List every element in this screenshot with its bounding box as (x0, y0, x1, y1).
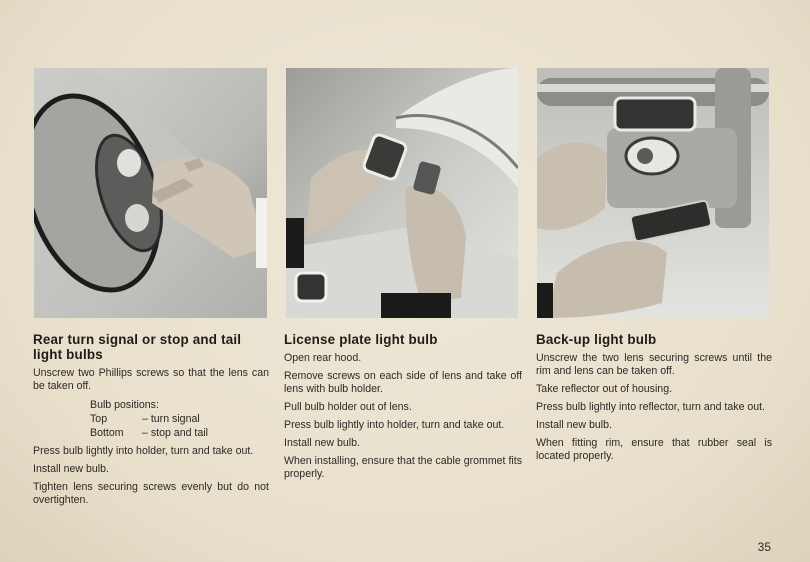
section-title: Back-up light bulb (536, 332, 657, 347)
bulb-positions-heading: Bulb positions: (90, 399, 159, 411)
page-number: 35 (757, 540, 771, 554)
section-title: License plate light bulb (284, 332, 438, 347)
photo-back-up-light (537, 68, 769, 318)
photo-license-plate-light (286, 68, 518, 318)
step-text: Press bulb lightly into holder, turn and take out. (284, 419, 505, 431)
step-text: Unscrew the two lens securing screws until the rim and lens can be taken off. (536, 352, 772, 377)
section-back-up-light (536, 332, 772, 468)
section-rear-turn-signal (33, 332, 269, 512)
section-license-plate-light (284, 332, 522, 486)
step-text: Press bulb lightly into holder, turn and take out. (33, 445, 254, 457)
step-text: When fitting rim, ensure that rubber seal is located properly. (536, 437, 772, 462)
step-text: Tighten lens securing screws evenly but do not overtighten. (33, 481, 269, 506)
step-text: Install new bulb. (284, 437, 360, 449)
step-text: Remove screws on each side of lens and take off lens with bulb holder. (284, 370, 522, 395)
photo-rear-tail-light (34, 68, 267, 318)
bulb-position-value: – turn signal (142, 413, 200, 425)
step-text: When installing, ensure that the cable grommet fits properly. (284, 455, 522, 480)
bulb-position-row (90, 412, 269, 426)
step-text: Press bulb lightly into reflector, turn and take out. (536, 401, 766, 413)
bulb-position-row (90, 426, 269, 440)
step-text: Install new bulb. (33, 463, 109, 475)
step-text: Install new bulb. (536, 419, 612, 431)
section-title: Rear turn signal or stop and tail light bulbs (33, 332, 242, 362)
bulb-positions (33, 398, 269, 440)
bulb-position-key: Bottom (90, 427, 124, 439)
bulb-position-value: – stop and tail (142, 427, 208, 439)
bulb-position-key: Top (90, 413, 108, 425)
step-text: Open rear hood. (284, 352, 362, 364)
step-text: Pull bulb holder out of lens. (284, 401, 412, 413)
step-text: Unscrew two Phillips screws so that the lens can be taken off. (33, 367, 269, 392)
step-text: Take reflector out of housing. (536, 383, 673, 395)
